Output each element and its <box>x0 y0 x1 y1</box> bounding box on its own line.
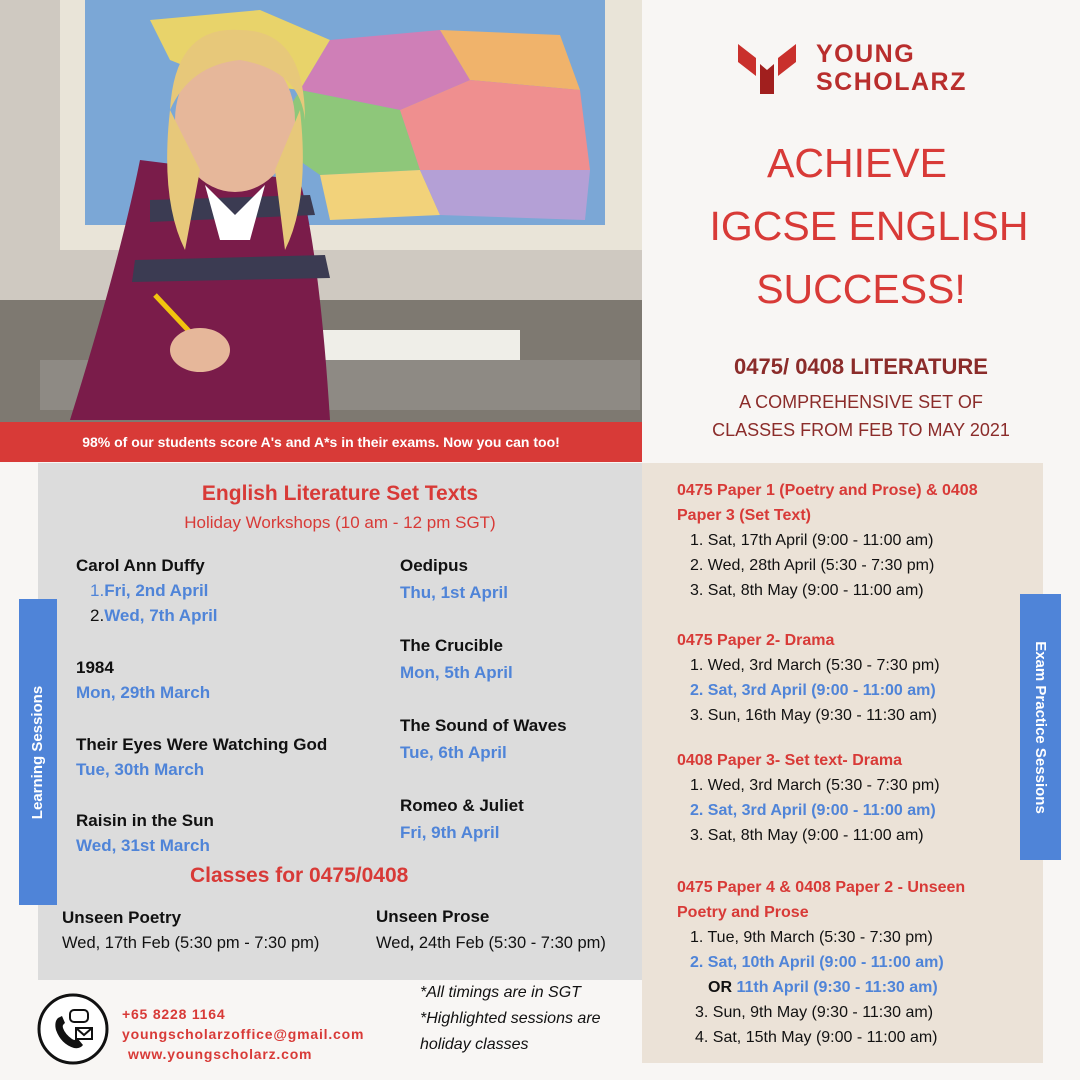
unseen-prose-date <box>376 934 606 953</box>
promo-banner: 98% of our students score A's and A*s in their exams. Now you can too! <box>0 422 642 462</box>
email-link[interactable]: youngscholarzoffice@gmail.com <box>122 1026 365 1042</box>
headline-line-3: SUCCESS! <box>756 266 966 312</box>
text-date: Mon, 29th March <box>76 683 211 702</box>
headline-line-1: ACHIEVE <box>767 140 947 186</box>
course-desc-2: CLASSES FROM FEB TO MAY 2021 <box>712 420 1010 440</box>
headline-line-2: IGCSE ENGLISH <box>709 203 1029 249</box>
session-item: 1. Wed, 3rd March (5:30 - 7:30 pm) <box>690 657 940 674</box>
text-name: Carol Ann Duffy <box>76 556 205 575</box>
learning-sessions-label: Learning Sessions <box>29 685 47 819</box>
session-item: 3. Sat, 8th May (9:00 - 11:00 am) <box>690 582 924 599</box>
session-item: 1. Wed, 3rd March (5:30 - 7:30 pm) <box>690 777 940 794</box>
paper1-title: Paper 3 (Set Text) <box>677 507 811 524</box>
session-item-highlighted: 2. Sat, 3rd April (9:00 - 11:00 am) <box>690 682 936 699</box>
session-item: 4. Sat, 15th May (9:00 - 11:00 am) <box>695 1029 938 1046</box>
session-item-highlighted: 2. Sat, 10th April (9:00 - 11:00 am) <box>690 954 944 971</box>
session-item-highlighted: 11th April (9:30 - 11:30 am) <box>732 979 938 996</box>
text-date: Mon, 5th April <box>400 663 513 682</box>
session-item: 1. Sat, 17th April (9:00 - 11:00 am) <box>690 532 934 549</box>
learning-sessions-tab <box>19 599 57 905</box>
paper2-title: 0475 Paper 2- Drama <box>677 632 835 649</box>
exam-practice-label: Exam Practice Sessions <box>1032 640 1050 814</box>
exam-practice-tab <box>1020 594 1061 860</box>
session-item-highlighted: 2. Sat, 3rd April (9:00 - 11:00 am) <box>690 802 936 819</box>
paper4-title: 0475 Paper 4 & 0408 Paper 2 - Unseen <box>677 879 966 896</box>
text-date: Fri, 2nd April <box>104 581 209 600</box>
text-name: Raisin in the Sun <box>76 811 214 830</box>
session-item: 1. Tue, 9th March (5:30 - 7:30 pm) <box>690 929 933 946</box>
set-texts-subtitle: Holiday Workshops (10 am - 12 pm SGT) <box>184 513 496 532</box>
session-item: 3. Sun, 16th May (9:30 - 11:30 am) <box>690 707 937 724</box>
unseen-poetry-date: Wed, 17th Feb (5:30 pm - 7:30 pm) <box>62 934 320 952</box>
list-number: 2. <box>90 606 105 625</box>
list-number: 1. <box>90 581 105 600</box>
text-date: Wed, 31st March <box>76 836 210 855</box>
hero-photo <box>0 0 642 422</box>
unseen-prose-rest: 24th Feb (5:30 - 7:30 pm) <box>414 934 606 952</box>
text-date-row <box>90 581 208 601</box>
session-alt-row <box>708 975 938 1000</box>
text-date: Wed, 7th April <box>104 606 218 625</box>
session-item: 2. Wed, 28th April (5:30 - 7:30 pm) <box>690 557 935 574</box>
brand-name-line2: SCHOLARZ <box>816 68 967 96</box>
text-date-row <box>90 606 218 626</box>
text-name: The Sound of Waves <box>400 716 567 735</box>
paper1-title: 0475 Paper 1 (Poetry and Prose) & 0408 <box>677 482 978 499</box>
highlight-note: holiday classes <box>420 1036 529 1053</box>
unseen-prose-comma: , <box>409 934 415 952</box>
text-name: Their Eyes Were Watching God <box>76 735 328 754</box>
text-name: The Crucible <box>400 636 503 655</box>
course-code: 0475/ 0408 LITERATURE <box>734 354 988 379</box>
text-date: Thu, 1st April <box>400 583 508 602</box>
classes-title: Classes for 0475/0408 <box>190 864 409 887</box>
unseen-prose-day: Wed <box>376 934 410 952</box>
paper4-title: Poetry and Prose <box>677 904 809 921</box>
text-name: Oedipus <box>400 556 469 575</box>
course-desc-1: A COMPREHENSIVE SET OF <box>739 392 983 412</box>
text-name: Romeo & Juliet <box>400 796 524 815</box>
text-name: 1984 <box>76 658 114 677</box>
phone-number[interactable]: +65 8228 1164 <box>122 1006 226 1022</box>
logo-icon <box>738 40 796 103</box>
set-texts-title: English Literature Set Texts <box>201 482 479 505</box>
session-item: 3. Sat, 8th May (9:00 - 11:00 am) <box>690 827 924 844</box>
paper3-title: 0408 Paper 3- Set text- Drama <box>677 752 902 769</box>
highlight-note: *Highlighted sessions are <box>420 1010 601 1027</box>
unseen-prose-title: Unseen Prose <box>376 907 490 926</box>
contact-icon <box>36 992 110 1071</box>
brand-name-line1: YOUNG <box>816 40 916 68</box>
text-date: Tue, 30th March <box>76 760 205 779</box>
timing-note: *All timings are in SGT <box>420 984 581 1001</box>
website-link[interactable]: www.youngscholarz.com <box>128 1046 313 1062</box>
session-item: 3. Sun, 9th May (9:30 - 11:30 am) <box>695 1004 934 1021</box>
text-date: Tue, 6th April <box>400 743 507 762</box>
unseen-poetry-title: Unseen Poetry <box>62 908 182 927</box>
or-label: OR <box>708 979 732 996</box>
text-date: Fri, 9th April <box>400 823 500 842</box>
